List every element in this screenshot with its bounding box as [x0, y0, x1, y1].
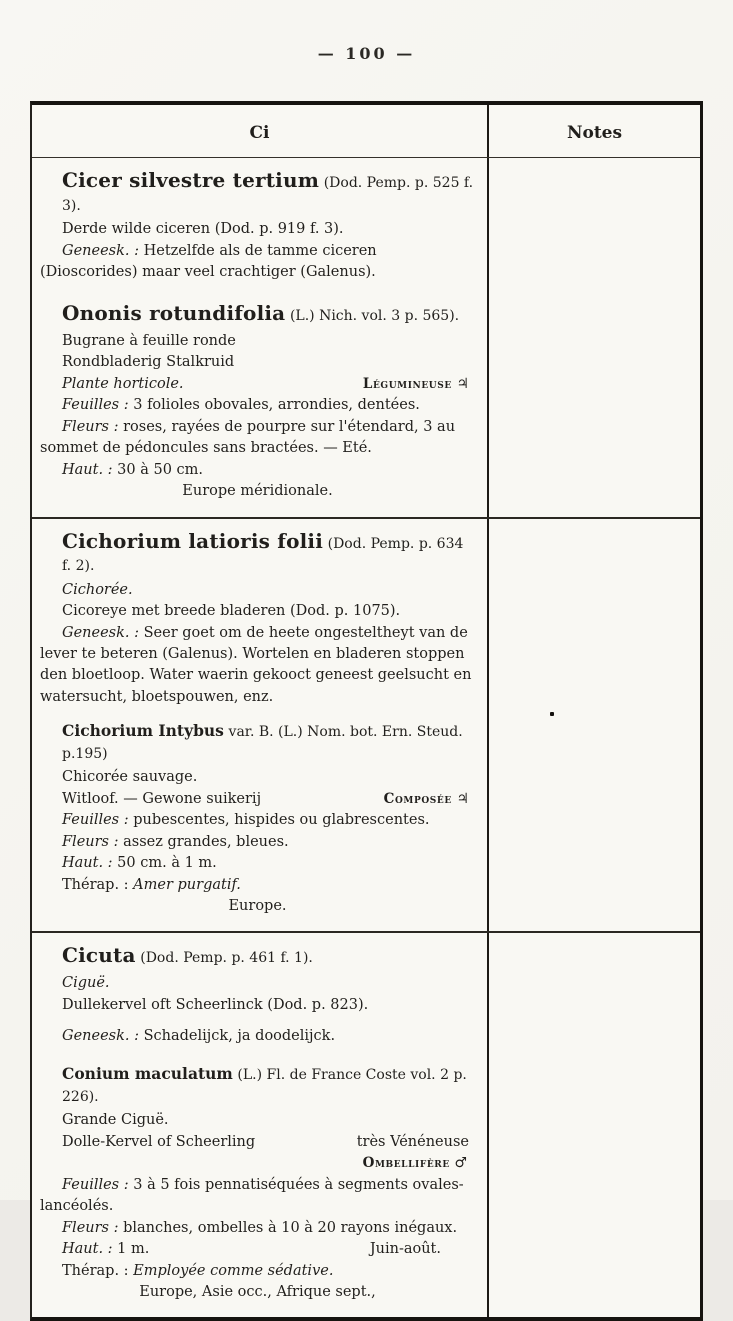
entry-cichorium-intybus [40, 720, 475, 917]
entry-cichorium [40, 527, 475, 709]
notes-cell-2 [487, 519, 700, 932]
therap-line: Thérap. : Employée comme sédative. [62, 1262, 334, 1279]
french-name: Ciguë. [62, 975, 110, 992]
region-line: Europe, Asie occ., Afrique sept., [139, 1283, 376, 1300]
geneesk-label: Geneesk. : [62, 242, 139, 259]
species-name: Cichorium latioris folii [62, 528, 324, 553]
geneesk-label: Geneesk. : [62, 1027, 139, 1044]
dutch-name: Witloof. — Gewone suikerij [62, 790, 262, 807]
perennial-symbol: ♃ [456, 375, 469, 392]
species-name: Ononis rotundifolia [62, 301, 286, 326]
synonym-line: Derde wilde ciceren (Dod. p. 919 f. 3). [62, 221, 344, 238]
family-name: Ombellifère [362, 1155, 450, 1172]
family-line [40, 1153, 475, 1174]
therap-line: Thérap. : Amer purgatif. [62, 876, 241, 893]
family-name: Légumineuse ♃ [362, 375, 469, 392]
entry-ononis [40, 299, 475, 502]
species-title-line [40, 166, 475, 217]
perennial-symbol: ♃ [456, 790, 469, 807]
species-reference: (L.) Fl. de France Coste vol. 2 p. 226). [62, 1067, 467, 1105]
haut-line: Haut. : 50 cm. à 1 m. [62, 855, 217, 872]
table-row-cichorium [32, 519, 700, 934]
mars-symbol: ♂ [454, 1155, 467, 1172]
dutch-name: Dolle-Kervel of Scheerling [62, 1133, 256, 1150]
table-row-cicuta-conium [32, 933, 700, 1317]
geneesk-line [40, 623, 475, 709]
species-reference: (L.) Nich. vol. 3 p. 565). [289, 308, 460, 325]
ci-cell-3 [32, 933, 487, 1317]
geneesk-line [40, 241, 475, 284]
geneesk-text: Schadelijck, ja doodelijck. [143, 1027, 336, 1044]
species-reference: (Dod. Pemp. p. 525 f. 3). [62, 175, 474, 214]
entry-cicuta [40, 941, 475, 1047]
species-name: Conium maculatum [62, 1064, 233, 1084]
species-title-line [40, 299, 475, 329]
dutch-name: Cicoreye met breede bladeren (Dod. p. 1075). [62, 603, 401, 620]
geneesk-label: Geneesk. : [62, 624, 139, 641]
ci-cell-2 [32, 519, 487, 932]
ci-cell-1 [32, 158, 487, 517]
ink-dot-artifact [550, 712, 554, 716]
french-name: Bugrane à feuille ronde [62, 333, 236, 349]
french-name: Chicorée sauvage. [62, 769, 198, 786]
notes-cell-3 [487, 933, 700, 1317]
geneesk-text: Hetzelfde als de tamme ciceren (Dioscorides) maar veel crachtiger (Galenus). [40, 242, 377, 280]
entry-cicer [40, 166, 475, 283]
table-header-row [32, 105, 700, 158]
table-row-cicer-ononis [32, 158, 700, 519]
species-reference: (Dod. Pemp. p. 461 f. 1). [140, 950, 313, 967]
family-name: Composée ♃ [383, 790, 469, 807]
haut-season-line [40, 1239, 475, 1260]
haut-line: Haut. : 30 à 50 cm. [62, 461, 204, 478]
fleurs-line: Fleurs : assez grandes, bleues. [62, 833, 289, 850]
french-name: Cichorée. [62, 581, 133, 598]
species-name: Cicuta [62, 943, 136, 968]
geneesk-text: Seer goet om de heete ongesteltheyt van de lever te beteren (Galenus). Wortelen en bladeren stoppen den bloetloop. Water waerin gekooct geneest geelsucht en watersucht, bloetspouwen, enz. [40, 624, 472, 705]
species-title-line [40, 941, 475, 971]
habit-family-line [40, 374, 475, 395]
species-name: Cicer silvestre tertium [62, 168, 320, 192]
column-header-ci: Ci [249, 123, 270, 143]
season: Juin-août. [369, 1241, 441, 1258]
species-title-line [40, 720, 475, 765]
dutch-toxicity-line [40, 1132, 475, 1153]
fleurs-line: Fleurs : roses, rayées de pourpre sur l'étendard, 3 au sommet de pédoncules sans bractées. — Eté. [40, 418, 456, 457]
feuilles-line: Feuilles : pubescentes, hispides ou glabrescentes. [62, 812, 430, 829]
page-number: — 100 — [317, 44, 416, 63]
dutch-family-line [40, 789, 475, 810]
feuilles-line: Feuilles : 3 folioles obovales, arrondies, dentées. [62, 397, 420, 414]
feuilles-line: Feuilles : 3 à 5 fois pennatiséquées à segments ovales-lancéolés. [40, 1176, 464, 1215]
habit-label: Plante horticole. [62, 375, 184, 392]
column-header-notes: Notes [487, 105, 700, 157]
fleurs-line: Fleurs : blanches, ombelles à 10 à 20 rayons inégaux. [62, 1219, 458, 1236]
species-title-line [40, 527, 475, 578]
dutch-name: Dullekervel oft Scheerlinck (Dod. p. 823). [62, 996, 369, 1013]
dutch-name: Rondbladerig Stalkruid [62, 354, 235, 371]
haut-part: Haut. : 1 m. [62, 1241, 150, 1258]
entry-conium [40, 1063, 475, 1303]
toxicity-note: très Vénéneuse [356, 1133, 469, 1150]
species-title-line [40, 1063, 475, 1108]
region-line: Europe. [228, 898, 287, 915]
french-name: Grande Ciguë. [62, 1112, 169, 1129]
species-name: Cichorium Intybus [62, 721, 224, 741]
catalog-table [30, 101, 703, 1321]
region-line: Europe méridionale. [182, 483, 333, 500]
species-reference: (Dod. Pemp. p. 634 f. 2). [62, 535, 464, 575]
notes-cell-1 [487, 158, 700, 517]
geneesk-line [40, 1026, 475, 1047]
species-reference: var. B. (L.) Nom. bot. Ern. Steud. p.195) [62, 724, 463, 762]
